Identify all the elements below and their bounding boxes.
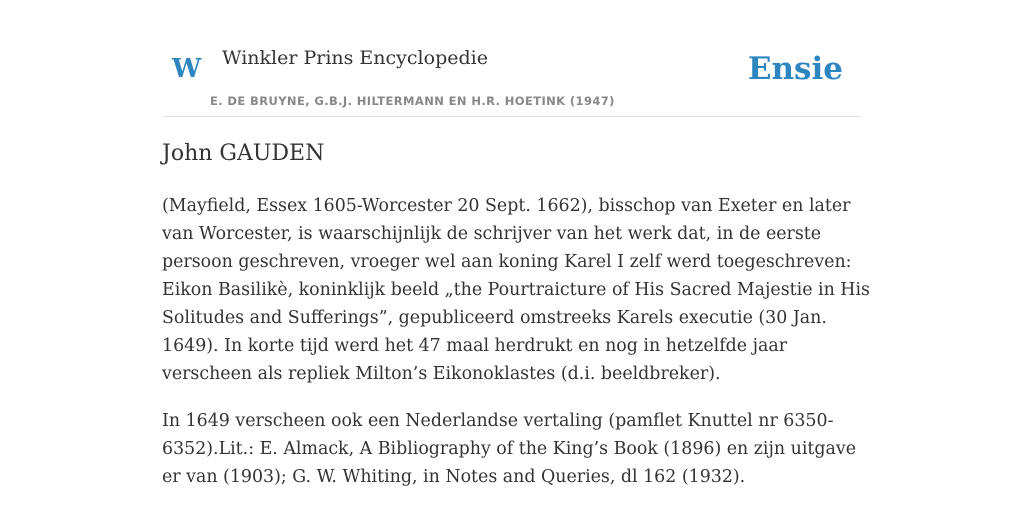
publication-authors: E. DE BRUYNE, G.B.J. HILTERMANN EN H.R. HOETINK (1947) [210, 94, 615, 108]
article-body [162, 192, 874, 510]
publication-title[interactable]: Winkler Prins Encyclopedie [222, 47, 488, 69]
article-paragraph: (Mayfield, Essex 1605-Worcester 20 Sept. 1662), bisschop van Exeter en later van Worcester, is waarschijnlijk de schrijver van het werk dat, in de eerste persoon geschreven, vroeger wel aan koning Karel I zelf werd toegeschreven: Eikon Basilikè, koninklijk beeld „the Pourtraicture of His Sacred Majestie in His Solitudes and Sufferings”, gepubliceerd omstreeks Karels executie (30 Jan. 1649). In korte tijd werd het 47 maal herdrukt en nog in hetzelfde jaar verscheen als repliek Milton’s Eikonoklastes (d.i. beeldbreker). [162, 196, 870, 384]
article-paragraph: In 1649 verscheen ook een Nederlandse vertaling (pamflet Knuttel nr 6350-6352).Lit.: E. Almack, A Bibliography of the King’s Book (1896) en zijn uitgave er van (1903); G. W. Whiting, in Notes and Queries, dl 162 (1932). [162, 411, 856, 487]
article-title: John GAUDEN [162, 141, 325, 166]
publication-logo[interactable]: W [172, 54, 202, 84]
brand-logo[interactable]: Ensie [747, 51, 843, 87]
site-header [162, 0, 862, 117]
